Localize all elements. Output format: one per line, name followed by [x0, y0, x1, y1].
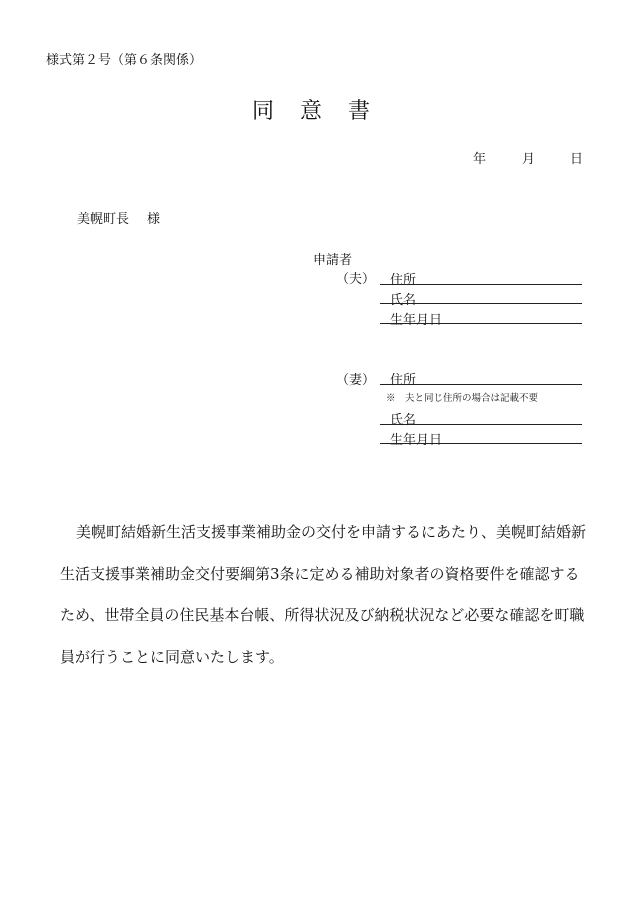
addressee [77, 208, 160, 227]
wife-name-line [380, 424, 582, 425]
date-month-label: 月 [522, 152, 536, 167]
date-day-label: 日 [570, 152, 584, 167]
wife-birthdate-line [380, 443, 582, 444]
husband-label: （夫） [336, 272, 376, 287]
document-title [252, 94, 372, 125]
applicant-label: 申請者 [313, 253, 353, 268]
title-char-2: 意 [300, 99, 325, 124]
consent-body-text: 美幌町結婚新生活支援事業補助金の交付を申請するにあたり、美幌町結婚新生活支援事業補助金交付要綱第3条に定める補助対象者の資格要件を確認するため、世帯全員の住民基本台帳、所得状況及び納税状況など必要な確認を町職員が行うことに同意いたします。 [60, 523, 587, 666]
form-number: 様式第２号（第６条関係） [46, 53, 203, 68]
title-char-3: 書 [348, 99, 373, 124]
wife-birthdate-label: 生年月日 [390, 433, 443, 448]
wife-address-line [380, 384, 582, 385]
wife-label: （妻） [336, 373, 376, 388]
husband-name-label: 氏名 [390, 293, 417, 308]
husband-address-label: 住所 [390, 273, 417, 288]
husband-address-line [380, 284, 582, 285]
husband-birthdate-line [380, 323, 582, 324]
date-year-label: 年 [473, 152, 487, 167]
title-char-1: 同 [252, 99, 277, 124]
wife-address-note: ※ 夫と同じ住所の場合は記載不要 [386, 393, 539, 404]
husband-name-line [380, 303, 582, 304]
husband-birthdate-label: 生年月日 [390, 313, 443, 328]
wife-name-label: 氏名 [390, 413, 417, 428]
addressee-honorific: 様 [147, 212, 161, 227]
wife-address-label: 住所 [390, 373, 417, 388]
addressee-name: 美幌町長 [77, 212, 130, 227]
